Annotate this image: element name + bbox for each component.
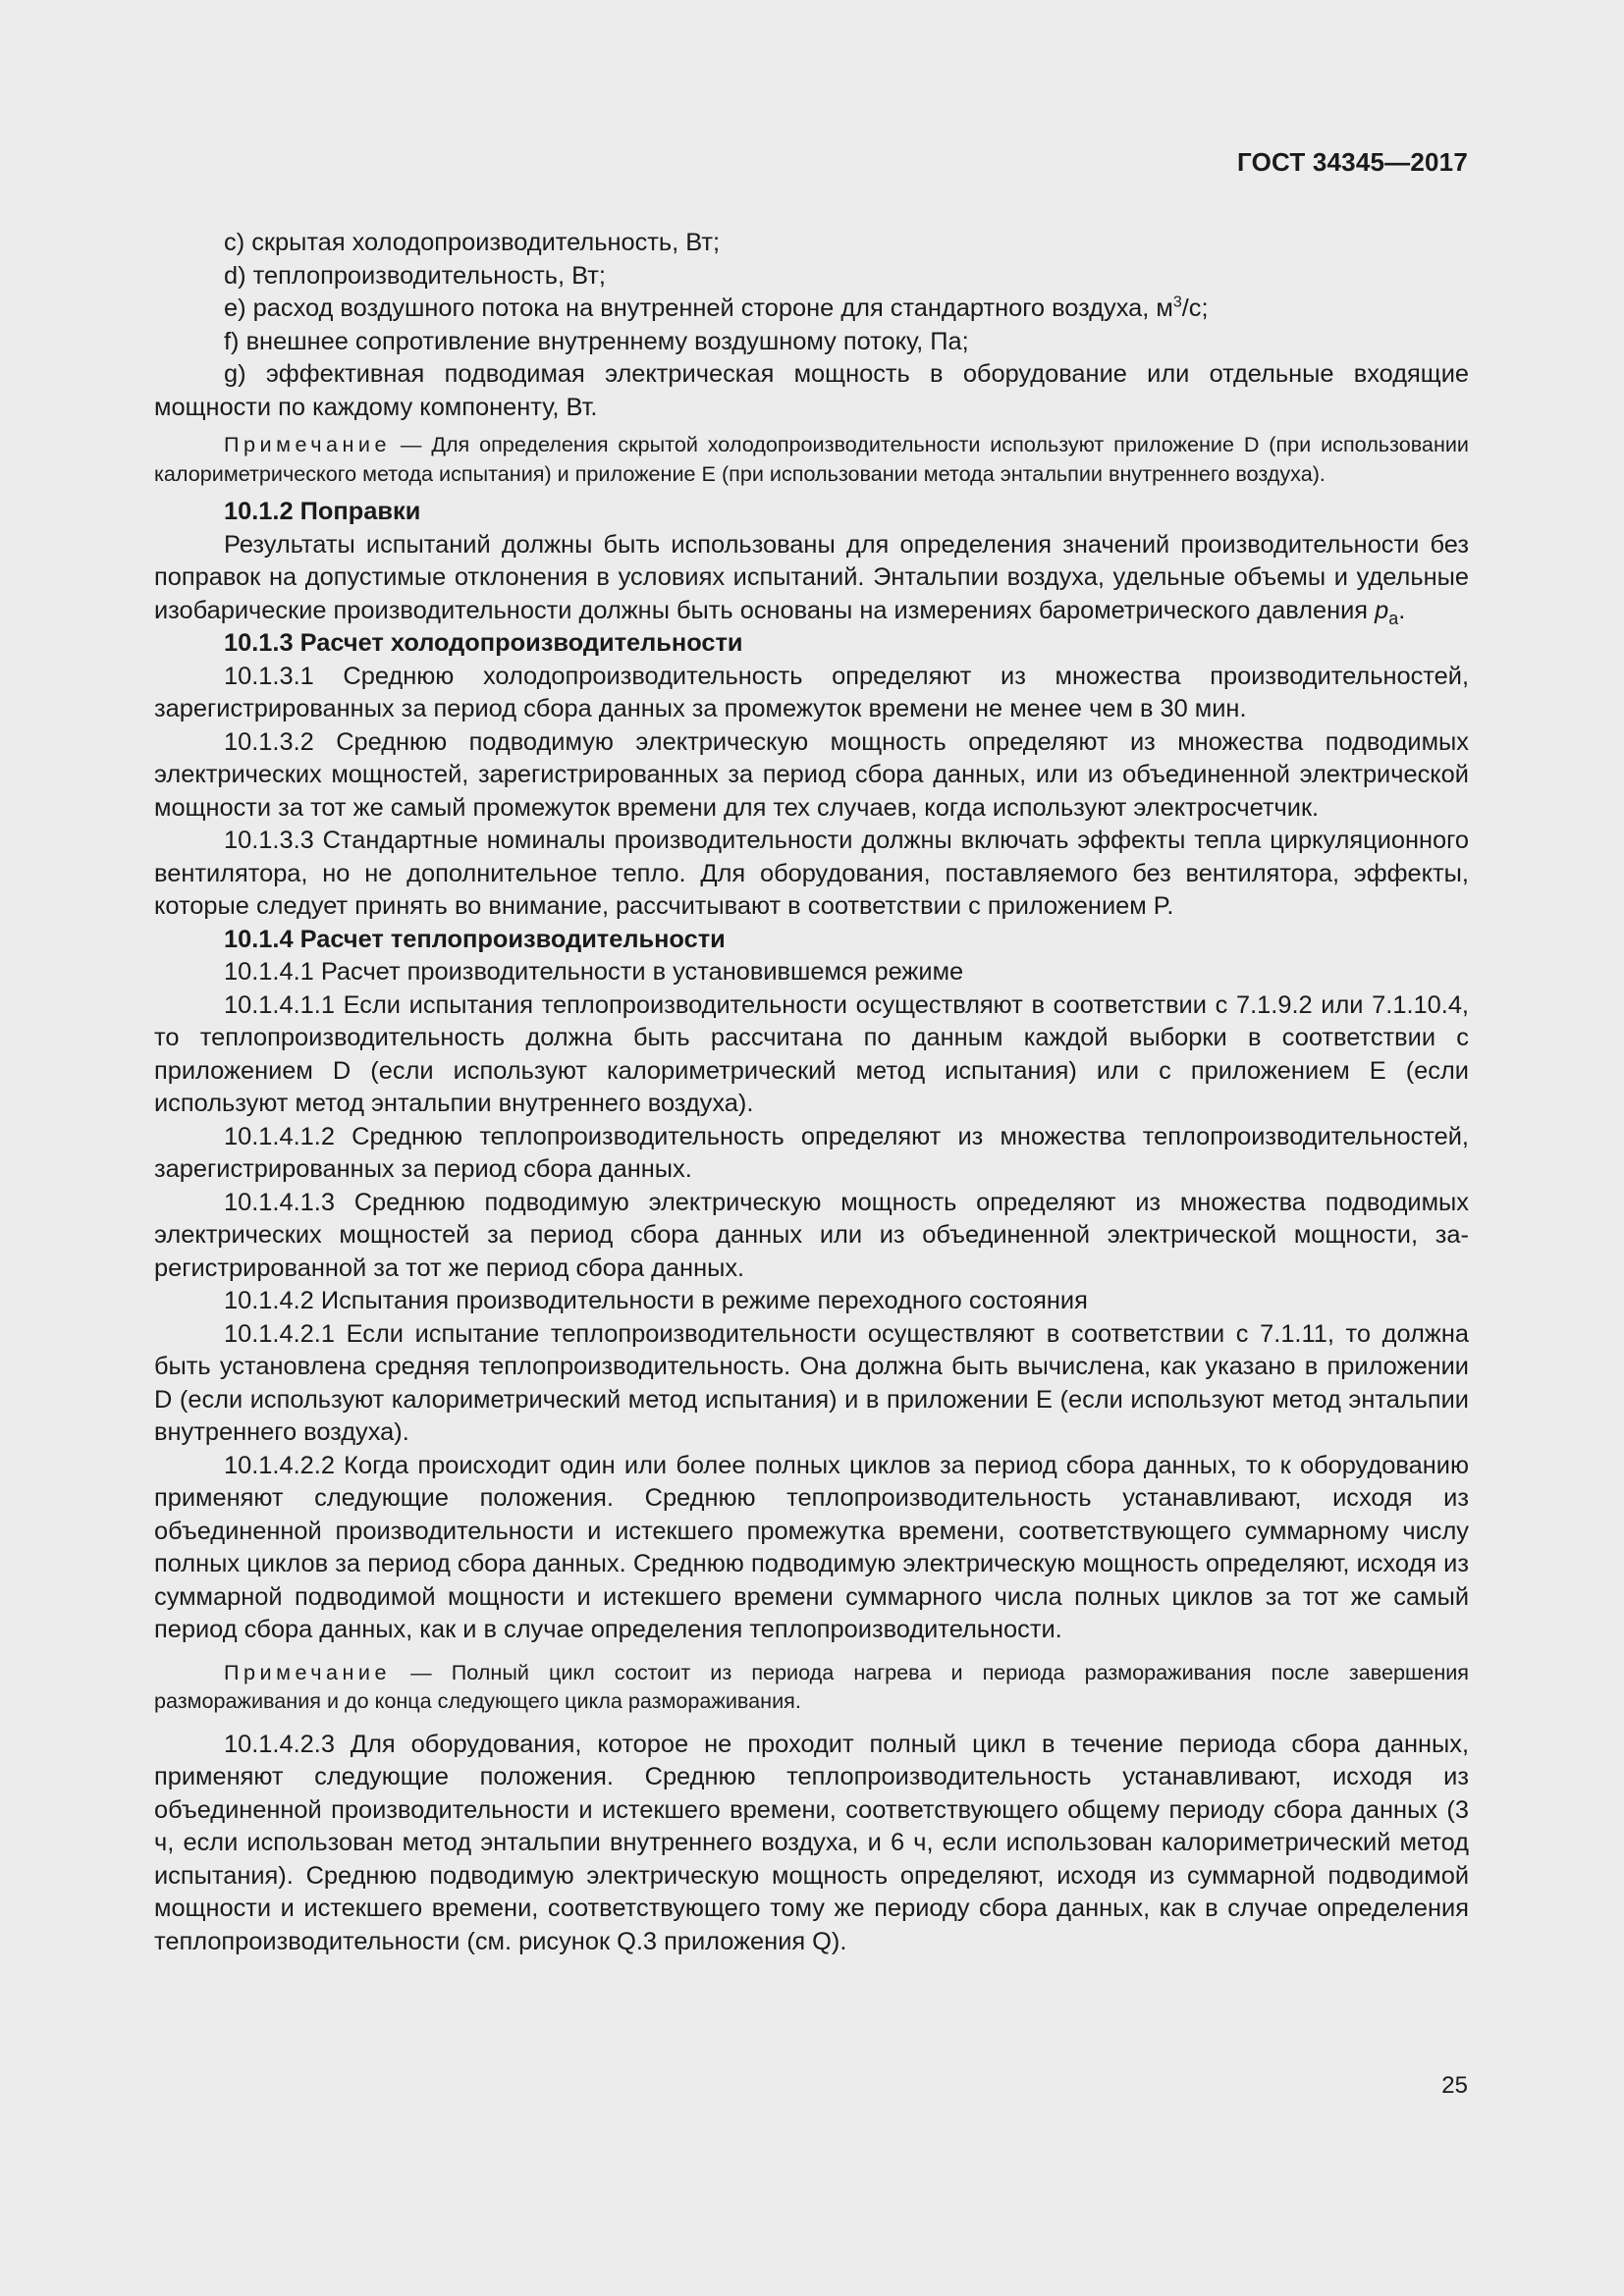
paragraph-10-1-4-2-3: 10.1.4.2.3 Для оборудования, которое не проходит полный цикл в течение периода сбора данных, применяют следующие положения. Среднюю теплопроизводительность устанавливают, исходя из объединенной производительности и истекшего времени, соответствующего общему периоду сбора данных (3 ч, если использован метод энтальпии внутреннего воздуха, и 6 ч, если использован калориметрический метод испытания). Среднюю подводимую электрическую мощность определяют, исходя из суммарной подводимой мощности и истекшего времени, соответствующего тому же периоду сбора данных, как в случае определения теплопроизводительности (см. рисунок Q.3 приложения Q).: [154, 1730, 1469, 1955]
list-item-f: f) внешнее сопротивление внутреннему воздушному потоку, Па;: [224, 327, 969, 355]
list-item-e-unit-tail: /с;: [1181, 294, 1209, 322]
paragraph-10-1-3-3: 10.1.3.3 Стандартные номиналы производительности должны включать эффекты тепла циркуляционного вентилятора, но не дополнительное тепло. Для оборудования, поставляемого без вентилятора, эффекты, которые следует принять во внимание, рассчитывают в соответствии с приложением P.: [154, 827, 1469, 920]
pressure-subscript: a: [1388, 608, 1399, 628]
paragraph-10-1-4-1: 10.1.4.1 Расчет производительности в установившемся режиме: [224, 958, 964, 986]
paragraph-10-1-2-end: .: [1398, 596, 1406, 624]
note-latent-capacity: [154, 430, 1469, 488]
note-full-cycle: [154, 1658, 1469, 1716]
paragraph-10-1-4-2-1: 10.1.4.2.1 Если испытание теплопроизводительности осуществляют в соответствии с 7.1.11, то должна быть установлена средняя теплопроизводительность. Она должна быть вычислена, как указано в приложении D (если используют калориметрический метод испытания) и в приложении E (если используют метод энтальпии внутреннего воздуха).: [154, 1319, 1469, 1446]
paragraph-10-1-2-text: Результаты испытаний должны быть использованы для определения значений производительности без поправок на допустимые отклонения в условиях испытаний. Энтальпии воздуха, удельные объемы и удельные изобарические производительности должны быть основаны на измерениях барометрического давления: [154, 530, 1469, 624]
paragraph-10-1-3-2: 10.1.3.2 Среднюю подводимую электрическую мощность определяют из множества подводимых электрических мощностей, зарегистрированных за период сбора данных, или из объединенной электрической мощности за тот же самый промежуток времени для тех случаев, когда используют электросчетчик.: [154, 727, 1469, 822]
standard-designation: ГОСТ 34345—2017: [1237, 147, 1468, 177]
list-item-e: [154, 293, 1469, 326]
list-item-e-text: e) расход воздушного потока на внутренней стороне для стандартного воздуха, м: [224, 294, 1173, 322]
page-body: [154, 227, 1469, 1958]
paragraph-10-1-4-1-2: 10.1.4.1.2 Среднюю теплопроизводительность определяют из множества теплопроизводительностей, зарегистрированных за период сбора данных.: [154, 1122, 1469, 1183]
paragraph-10-1-4-2: 10.1.4.2 Испытания производительности в режиме переходного состояния: [224, 1287, 1088, 1314]
note-dash: —: [391, 432, 432, 456]
paragraph-10-1-2: [154, 529, 1469, 628]
note-dash: —: [391, 1659, 452, 1684]
note-text: Полный цикл состоит из периода нагрева и периода размораживания после завершения размораживания и до конца следующего цикла размораживания.: [154, 1659, 1469, 1713]
section-heading-10-1-2: 10.1.2 Поправки: [224, 498, 421, 525]
unit-exponent: 3: [1172, 294, 1182, 311]
list-item-d: d) теплопроизводительность, Вт;: [224, 261, 606, 290]
list-item-c: c) скрытая холодопроизводительность, Вт;: [224, 229, 721, 256]
paragraph-10-1-4-1-3: 10.1.4.1.3 Среднюю подводимую электрическую мощность определяют из множества подводимых электрических мощностей за период сбора данных или из объединенной электрической мощности, зарегистрированной за тот же период сбора данных.: [154, 1188, 1469, 1282]
note-text: Для определения скрытой холодопроизводительности используют приложение D (при использовании калориметрического метода испытания) и приложение E (при использовании метода энтальпии внутреннего воздуха).: [154, 432, 1469, 486]
paragraph-10-1-3-1: 10.1.3.1 Среднюю холодопроизводительность определяют из множества производительностей, зарегистрированных за период сбора данных за промежуток времени не менее чем в 30 мин.: [154, 662, 1469, 722]
paragraph-10-1-4-2-2: 10.1.4.2.2 Когда происходит один или более полных циклов за период сбора данных, то к оборудованию применяют следующие положения. Среднюю теплопроизводительность устанавливают, исходя из объединенной производительности и истекшего промежутка времени, соответствующего суммарному числу полных циклов за период сбора данных. Среднюю подводимую электрическую мощность определяют, исходя из суммарной подводимой мощности и истекшего времени суммарного числа полных циклов за тот же самый период сбора данных, как и в случае определения теплопроизводительности.: [154, 1451, 1469, 1643]
section-heading-10-1-3: 10.1.3 Расчет холодопроизводительности: [224, 629, 743, 657]
pressure-symbol: p: [1375, 596, 1389, 624]
note-label: Примечание: [224, 1659, 391, 1684]
note-label: Примечание: [224, 432, 391, 456]
list-item-g: g) эффективная подводимая электрическая мощность в оборудование или отдельные входящие мощности по каждому компоненту, Вт.: [154, 360, 1469, 421]
paragraph-10-1-4-1-1: 10.1.4.1.1 Если испытания теплопроизводительности осуществляют в соответствии с 7.1.9.2 или 7.1.10.4, то теплопроизводительность должна быть рассчитана по данным каждой выборки в соответствии с приложением D (если используют калориметрический метод испытания) или с приложением E (если используют метод энтальпии внутреннего воздуха).: [154, 990, 1469, 1117]
page-number: 25: [1441, 2072, 1468, 2099]
section-heading-10-1-4: 10.1.4 Расчет теплопроизводительности: [224, 925, 726, 953]
